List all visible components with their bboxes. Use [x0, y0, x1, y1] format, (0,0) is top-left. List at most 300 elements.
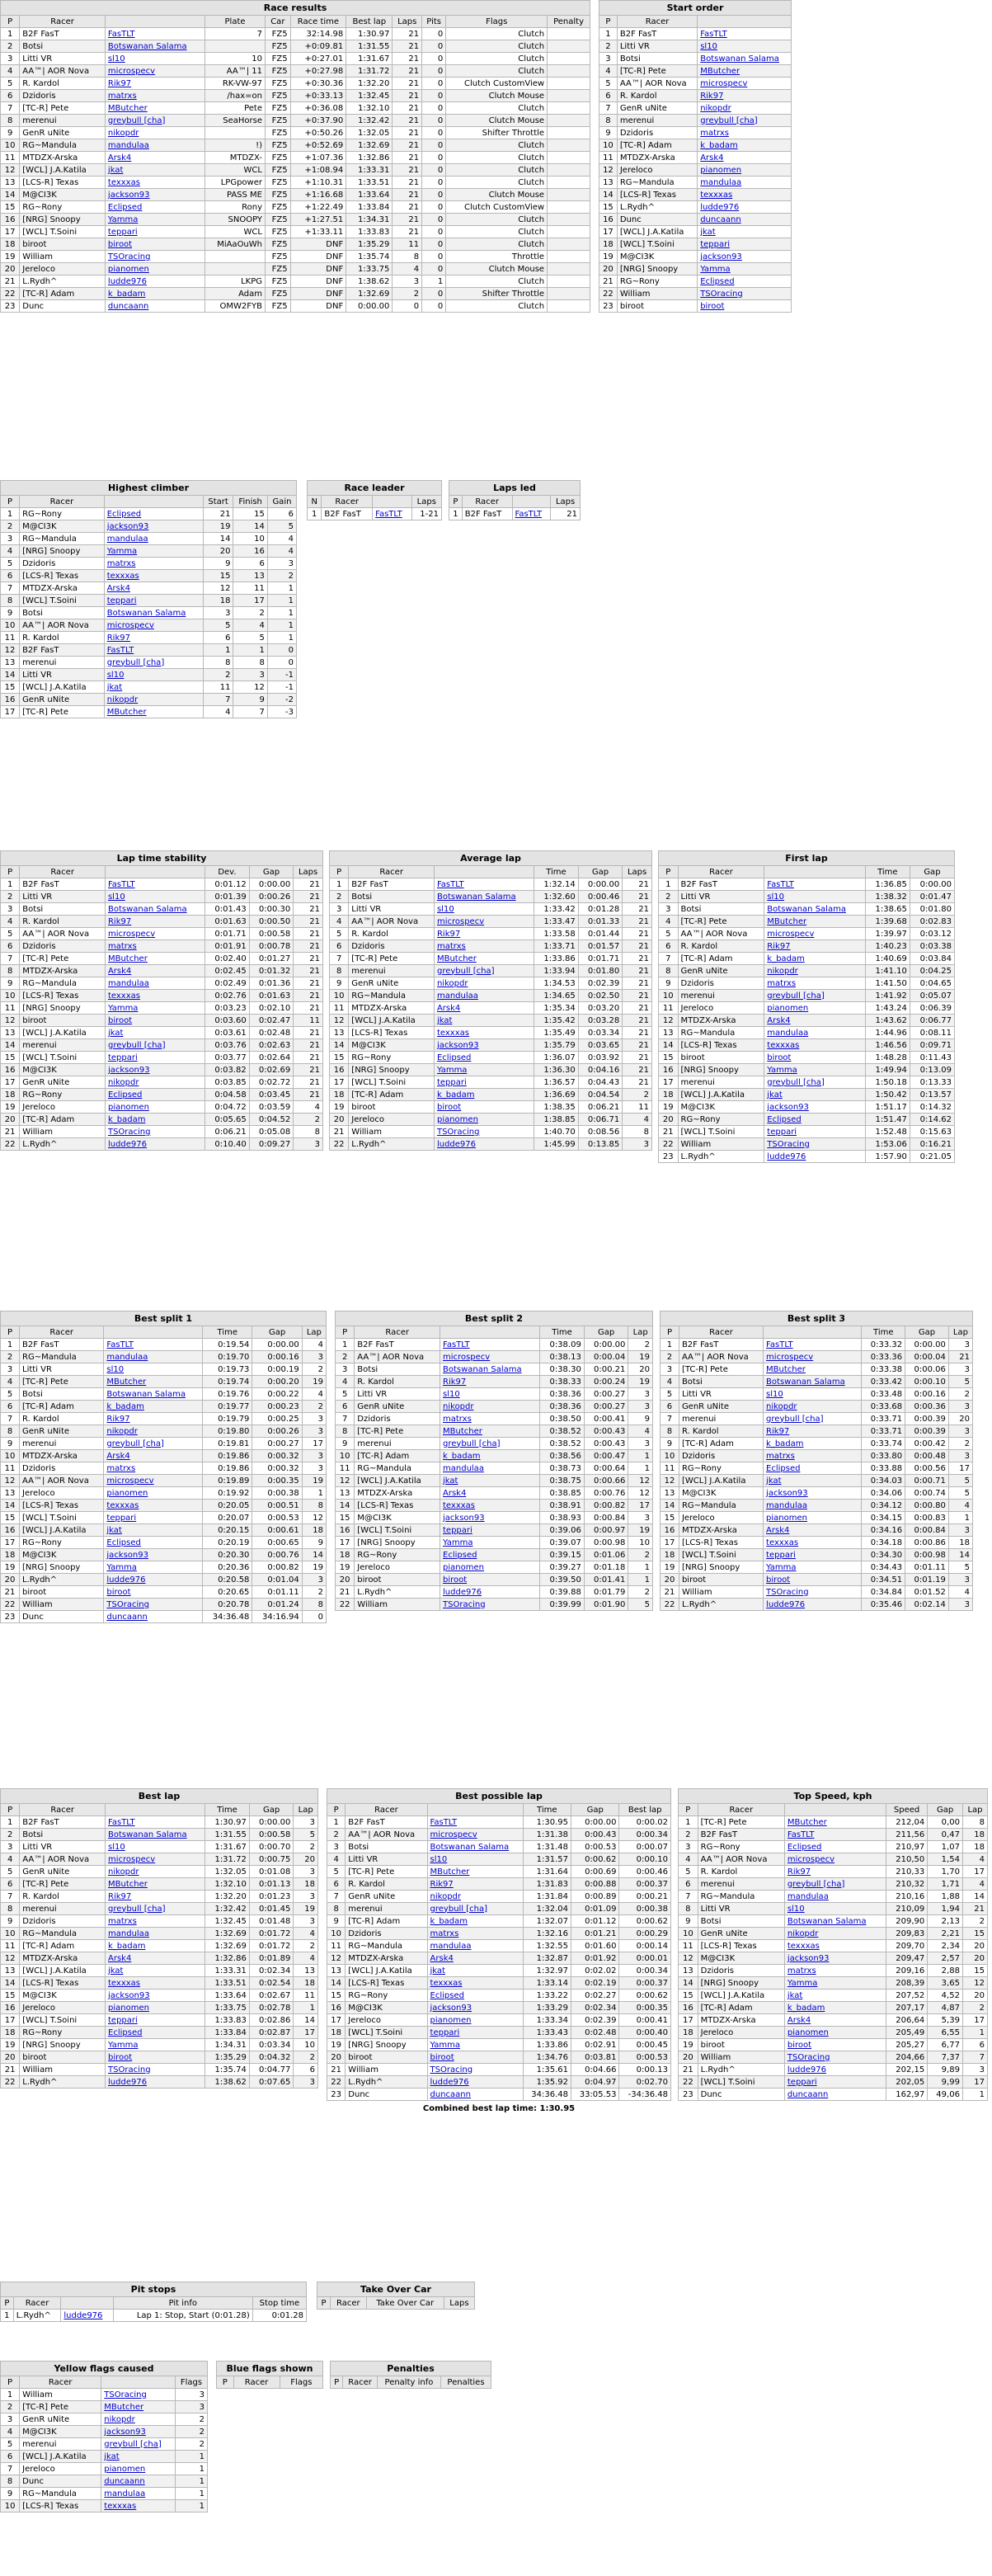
racer-link[interactable]: teppari — [698, 238, 792, 251]
racer-link[interactable]: MButcher — [434, 953, 534, 965]
racer-link[interactable]: sl10 — [105, 891, 205, 903]
racer-link[interactable]: sl10 — [764, 1388, 862, 1401]
racer-link[interactable]: jkat — [764, 1475, 862, 1487]
racer-link[interactable]: sl10 — [105, 53, 205, 65]
racer-link[interactable]: k_badam — [698, 139, 792, 152]
racer-link[interactable]: Botswanan Salama — [106, 1829, 205, 1841]
racer-link[interactable]: jkat — [440, 1475, 540, 1487]
table-cell: 19 — [659, 1101, 679, 1114]
racer-link[interactable]: biroot — [427, 2051, 523, 2064]
racer-link[interactable]: MButcher — [784, 1816, 886, 1829]
racer-link[interactable]: sl10 — [698, 40, 792, 53]
racer-link[interactable]: Eclipsed — [104, 1537, 203, 1549]
racer-link[interactable]: greybull [cha] — [427, 1903, 523, 1915]
racer-link[interactable]: k_badam — [764, 953, 865, 965]
racer-link[interactable]: greybull [cha] — [105, 1039, 205, 1052]
racer-link[interactable]: TSOracing — [101, 2389, 176, 2401]
racer-link[interactable]: pianomen — [764, 1512, 862, 1524]
racer-link[interactable]: nikopdr — [101, 2414, 176, 2426]
racer-link[interactable]: TSOracing — [434, 1126, 534, 1138]
table-cell: 13 — [330, 1027, 349, 1039]
racer-link[interactable]: biroot — [105, 1015, 205, 1027]
table-cell: 0 — [422, 189, 446, 201]
racer-link[interactable]: texxxas — [105, 990, 205, 1002]
racer-link[interactable]: TSOracing — [784, 2051, 886, 2064]
racer-link[interactable]: nikopdr — [764, 1401, 862, 1413]
racer-link[interactable]: nikopdr — [434, 977, 534, 990]
racer-link[interactable]: TSOracing — [105, 1126, 205, 1138]
racer-link[interactable]: microspecv — [784, 1853, 886, 1866]
racer-link[interactable]: nikopdr — [105, 1076, 205, 1089]
racer-link[interactable]: jackson93 — [105, 189, 205, 201]
table-cell: 0 — [422, 251, 446, 263]
yellow-flags-title: Yellow flags caused — [0, 2361, 208, 2376]
racer-link[interactable]: TSOracing — [764, 1586, 862, 1599]
racer-link[interactable]: Arsk4 — [764, 1524, 862, 1537]
racer-link[interactable]: matrxs — [427, 1928, 523, 1940]
racer-link[interactable]: pianomen — [104, 1487, 203, 1500]
racer-link[interactable]: Rik97 — [698, 90, 792, 102]
racer-link[interactable]: Yamma — [104, 545, 203, 558]
racer-link[interactable]: greybull [cha] — [101, 2438, 176, 2451]
racer-link[interactable]: greybull [cha] — [440, 1438, 540, 1450]
racer-link[interactable]: nikopdr — [427, 1891, 523, 1903]
racer-link[interactable]: ludde976 — [105, 1138, 205, 1151]
racer-link[interactable]: nikopdr — [440, 1401, 540, 1413]
racer-link[interactable]: Rik97 — [106, 1891, 205, 1903]
racer-link[interactable]: microspecv — [440, 1351, 540, 1363]
racer-link[interactable]: Rik97 — [104, 1413, 203, 1425]
racer-link[interactable]: Arsk4 — [104, 1450, 203, 1462]
racer-link[interactable]: ludde976 — [440, 1586, 540, 1599]
racer-link[interactable]: sl10 — [764, 891, 865, 903]
racer-link[interactable]: Arsk4 — [427, 1952, 523, 1965]
racer-link[interactable]: Yamma — [105, 1002, 205, 1015]
table-cell: 1:31.84 — [523, 1891, 571, 1903]
racer-link[interactable]: microspecv — [764, 928, 865, 940]
racer-link[interactable]: jackson93 — [698, 251, 792, 263]
racer-link[interactable]: mandulaa — [440, 1462, 540, 1475]
racer-link[interactable]: Yamma — [104, 1561, 203, 1574]
racer-link[interactable]: nikopdr — [784, 1928, 886, 1940]
racer-link[interactable]: MButcher — [427, 1866, 523, 1878]
racer-link[interactable]: teppari — [104, 1512, 203, 1524]
racer-link[interactable]: mandulaa — [104, 533, 203, 545]
racer-link[interactable]: MButcher — [764, 1363, 862, 1376]
racer-link[interactable]: Yamma — [764, 1561, 862, 1574]
racer-link[interactable]: Arsk4 — [105, 152, 205, 164]
racer-link[interactable]: jkat — [106, 1965, 205, 1977]
racer-link[interactable]: Yamma — [427, 2039, 523, 2051]
racer-link[interactable]: TSOracing — [104, 1599, 203, 1611]
racer-link[interactable]: matrxs — [698, 127, 792, 139]
racer-link[interactable]: Rik97 — [764, 940, 865, 953]
racer-link[interactable]: nikopdr — [105, 127, 205, 139]
racer-link[interactable]: biroot — [764, 1052, 865, 1064]
racer-link[interactable]: Botswanan Salama — [104, 607, 203, 619]
racer-link[interactable]: ludde976 — [61, 2310, 113, 2322]
racer-link[interactable]: texxxas — [764, 1039, 865, 1052]
racer-link[interactable]: Rik97 — [105, 78, 205, 90]
racer-link[interactable]: sl10 — [440, 1388, 540, 1401]
racer-link[interactable]: teppari — [106, 2014, 205, 2027]
racer-link[interactable]: MButcher — [101, 2401, 176, 2414]
racer-link[interactable]: nikopdr — [106, 1866, 205, 1878]
racer-link[interactable]: Rik97 — [105, 916, 205, 928]
racer-link[interactable]: jkat — [764, 1089, 865, 1101]
racer-link[interactable]: Yamma — [764, 1064, 865, 1076]
racer-link[interactable]: biroot — [764, 1574, 862, 1586]
table-cell: Dzidoris — [20, 1915, 106, 1928]
racer-link[interactable]: FasTLT — [434, 878, 534, 891]
racer-link[interactable]: duncaann — [427, 2089, 523, 2101]
racer-link[interactable]: mandulaa — [104, 1351, 203, 1363]
racer-link[interactable]: k_badam — [105, 288, 205, 300]
racer-link[interactable]: biroot — [104, 1586, 203, 1599]
racer-link[interactable]: MButcher — [698, 65, 792, 78]
racer-link[interactable]: FasTLT — [106, 1816, 205, 1829]
racer-link[interactable]: Yamma — [698, 263, 792, 275]
racer-link[interactable]: jkat — [101, 2451, 176, 2463]
racer-link[interactable]: MButcher — [105, 102, 205, 115]
racer-link[interactable]: mandulaa — [764, 1027, 865, 1039]
racer-link[interactable]: k_badam — [764, 1438, 862, 1450]
racer-link[interactable]: nikopdr — [698, 102, 792, 115]
racer-link[interactable]: microspecv — [764, 1351, 862, 1363]
racer-link[interactable]: ludde976 — [105, 275, 205, 288]
racer-link[interactable]: pianomen — [105, 263, 205, 275]
racer-link[interactable]: Eclipsed — [105, 201, 205, 214]
table-row — [330, 1064, 652, 1076]
racer-link[interactable]: microspecv — [427, 1829, 523, 1841]
racer-link[interactable]: Eclipsed — [434, 1052, 534, 1064]
racer-link[interactable]: microspecv — [105, 65, 205, 78]
racer-link[interactable]: duncaann — [104, 1611, 203, 1623]
racer-link[interactable]: Eclipsed — [784, 1841, 886, 1853]
racer-link[interactable]: Arsk4 — [106, 1952, 205, 1965]
racer-link[interactable]: Botswanan Salama — [764, 903, 865, 916]
racer-link[interactable]: Eclipsed — [427, 1990, 523, 2002]
racer-link[interactable]: jackson93 — [784, 1952, 886, 1965]
racer-link[interactable]: ludde976 — [434, 1138, 534, 1151]
racer-link[interactable]: jackson93 — [101, 2426, 176, 2438]
racer-link[interactable]: MButcher — [104, 706, 203, 718]
racer-link[interactable]: texxxas — [764, 1537, 862, 1549]
racer-link[interactable]: Rik97 — [434, 928, 534, 940]
racer-link[interactable]: jkat — [698, 226, 792, 238]
racer-link[interactable]: k_badam — [106, 1940, 205, 1952]
racer-link[interactable]: MButcher — [105, 953, 205, 965]
racer-link[interactable]: teppari — [784, 2076, 886, 2089]
racer-link[interactable]: Botswanan Salama — [104, 1388, 203, 1401]
racer-link[interactable]: jkat — [104, 1524, 203, 1537]
racer-link[interactable]: teppari — [105, 1052, 205, 1064]
racer-link[interactable]: mandulaa — [434, 990, 534, 1002]
racer-link[interactable]: TSOracing — [106, 2064, 205, 2076]
racer-link[interactable]: matrxs — [784, 1965, 886, 1977]
racer-link[interactable]: ludde976 — [784, 2064, 886, 2076]
racer-link[interactable]: FasTLT — [440, 1339, 540, 1351]
table-cell: Jereloco — [678, 1002, 764, 1015]
racer-link[interactable]: mandulaa — [784, 1891, 886, 1903]
racer-link[interactable]: FasTLT — [105, 878, 205, 891]
racer-link[interactable]: duncaann — [784, 2089, 886, 2101]
racer-link[interactable]: ludde976 — [698, 201, 792, 214]
racer-link[interactable]: FasTLT — [764, 878, 865, 891]
racer-link[interactable]: Rik97 — [440, 1376, 540, 1388]
racer-link[interactable]: ludde976 — [764, 1151, 865, 1163]
racer-link[interactable]: Botswanan Salama — [427, 1841, 523, 1853]
racer-link[interactable]: pianomen — [106, 2002, 205, 2014]
racer-link[interactable]: sl10 — [106, 1841, 205, 1853]
racer-link[interactable]: microspecv — [104, 1475, 203, 1487]
racer-link[interactable]: Arsk4 — [440, 1487, 540, 1500]
column-header — [105, 16, 205, 28]
racer-link[interactable]: matrxs — [764, 977, 865, 990]
racer-link[interactable]: Eclipsed — [764, 1462, 862, 1475]
racer-link[interactable]: duncaann — [101, 2475, 176, 2488]
racer-link[interactable]: matrxs — [104, 558, 203, 570]
racer-link[interactable]: sl10 — [784, 1903, 886, 1915]
racer-link[interactable]: texxxas — [101, 2500, 176, 2512]
racer-link[interactable]: texxxas — [104, 1500, 203, 1512]
racer-link[interactable]: greybull [cha] — [764, 1413, 862, 1425]
racer-link[interactable]: jackson93 — [764, 1101, 865, 1114]
racer-link[interactable]: texxxas — [427, 1977, 523, 1990]
racer-link[interactable]: k_badam — [440, 1450, 540, 1462]
racer-link[interactable]: jkat — [104, 681, 203, 694]
racer-link[interactable]: FasTLT — [764, 1339, 862, 1351]
racer-link[interactable]: texxxas — [698, 189, 792, 201]
racer-link[interactable]: Botswanan Salama — [698, 53, 792, 65]
racer-link[interactable]: Eclipsed — [105, 1089, 205, 1101]
racer-link[interactable]: FasTLT — [105, 28, 205, 40]
table-cell: 0:14.62 — [910, 1114, 954, 1126]
racer-link[interactable]: greybull [cha] — [698, 115, 792, 127]
racer-link[interactable]: duncaann — [105, 300, 205, 313]
racer-link[interactable]: ludde976 — [104, 1574, 203, 1586]
racer-link[interactable]: Eclipsed — [764, 1114, 865, 1126]
racer-link[interactable]: TSOracing — [698, 288, 792, 300]
racer-link[interactable]: Botswanan Salama — [764, 1376, 862, 1388]
racer-link[interactable]: Eclipsed — [440, 1549, 540, 1561]
racer-link[interactable]: texxxas — [440, 1500, 540, 1512]
racer-link[interactable]: jackson93 — [440, 1512, 540, 1524]
table-cell: 1:31.72 — [205, 1853, 250, 1866]
racer-link[interactable]: jkat — [784, 1990, 886, 2002]
racer-link[interactable]: microspecv — [698, 78, 792, 90]
racer-link[interactable]: jackson93 — [764, 1487, 862, 1500]
racer-link[interactable]: Arsk4 — [104, 582, 203, 595]
racer-link[interactable]: Eclipsed — [698, 275, 792, 288]
racer-link[interactable]: Eclipsed — [106, 2027, 205, 2039]
racer-link[interactable]: ludde976 — [106, 2076, 205, 2089]
racer-link[interactable]: biroot — [698, 300, 792, 313]
racer-link[interactable]: greybull [cha] — [434, 965, 534, 977]
racer-link[interactable]: FasTLT — [784, 1829, 886, 1841]
table-cell: 0:03.77 — [205, 1052, 250, 1064]
racer-link[interactable]: Botswanan Salama — [105, 903, 205, 916]
racer-link[interactable]: jkat — [105, 1027, 205, 1039]
racer-link[interactable]: FasTLT — [427, 1816, 523, 1829]
racer-link[interactable]: matrxs — [105, 940, 205, 953]
racer-link[interactable]: sl10 — [434, 903, 534, 916]
racer-link[interactable]: MButcher — [764, 916, 865, 928]
racer-link[interactable]: Arsk4 — [698, 152, 792, 164]
racer-link[interactable]: FasTLT — [512, 508, 551, 520]
racer-link[interactable]: mandulaa — [106, 1928, 205, 1940]
racer-link[interactable]: sl10 — [427, 1853, 523, 1866]
racer-link[interactable]: jackson93 — [106, 1990, 205, 2002]
racer-link[interactable]: matrxs — [106, 1915, 205, 1928]
racer-link[interactable]: Rik97 — [784, 1866, 886, 1878]
racer-link[interactable]: k_badam — [427, 1915, 523, 1928]
racer-link[interactable]: Botswanan Salama — [434, 891, 534, 903]
racer-link[interactable]: microspecv — [105, 928, 205, 940]
racer-link[interactable]: greybull [cha] — [764, 990, 865, 1002]
racer-link[interactable]: biroot — [106, 2051, 205, 2064]
racer-link[interactable]: sl10 — [104, 1363, 203, 1376]
racer-link[interactable]: Arsk4 — [784, 2014, 886, 2027]
racer-link[interactable]: matrxs — [434, 940, 534, 953]
racer-link[interactable]: pianomen — [440, 1561, 540, 1574]
racer-link[interactable]: nikopdr — [104, 1425, 203, 1438]
racer-link[interactable]: k_badam — [104, 1401, 203, 1413]
racer-link[interactable]: nikopdr — [764, 965, 865, 977]
racer-link[interactable]: teppari — [764, 1126, 865, 1138]
racer-link[interactable]: k_badam — [784, 2002, 886, 2014]
racer-link[interactable]: greybull [cha] — [764, 1076, 865, 1089]
racer-link[interactable]: mandulaa — [101, 2488, 176, 2500]
racer-link[interactable]: k_badam — [434, 1089, 534, 1101]
racer-link[interactable]: mandulaa — [105, 139, 205, 152]
racer-link[interactable]: biroot — [784, 2039, 886, 2051]
racer-link[interactable]: texxxas — [106, 1977, 205, 1990]
racer-link[interactable]: jackson93 — [427, 2002, 523, 2014]
racer-link[interactable]: Eclipsed — [104, 508, 203, 520]
racer-link[interactable]: mandulaa — [105, 977, 205, 990]
racer-link[interactable]: teppari — [434, 1076, 534, 1089]
racer-link[interactable]: MButcher — [104, 1376, 203, 1388]
racer-link[interactable]: greybull [cha] — [104, 1438, 203, 1450]
racer-link[interactable]: Yamma — [105, 214, 205, 226]
racer-link[interactable]: sl10 — [104, 669, 203, 681]
table-cell: GenR uNite — [698, 1928, 784, 1940]
racer-link[interactable]: pianomen — [427, 2014, 523, 2027]
racer-link[interactable]: texxxas — [105, 177, 205, 189]
racer-link[interactable]: microspecv — [434, 916, 534, 928]
racer-link[interactable]: greybull [cha] — [105, 115, 205, 127]
racer-link[interactable]: FasTLT — [104, 1339, 203, 1351]
racer-link[interactable]: pianomen — [764, 1002, 865, 1015]
racer-link[interactable]: texxxas — [434, 1027, 534, 1039]
racer-link[interactable]: Rik97 — [427, 1878, 523, 1891]
racer-link[interactable]: Yamma — [106, 2039, 205, 2051]
racer-link[interactable]: greybull [cha] — [784, 1878, 886, 1891]
racer-link[interactable]: TSOracing — [764, 1138, 865, 1151]
racer-link[interactable]: texxxas — [104, 570, 203, 582]
table-cell: 5 — [233, 632, 267, 644]
racer-link[interactable]: FasTLT — [373, 508, 412, 520]
racer-link[interactable]: biroot — [105, 238, 205, 251]
racer-link[interactable]: Rik97 — [764, 1425, 862, 1438]
racer-link[interactable]: Botswanan Salama — [440, 1363, 540, 1376]
racer-link[interactable]: pianomen — [105, 1101, 205, 1114]
racer-link[interactable]: teppari — [427, 2027, 523, 2039]
racer-link[interactable]: microspecv — [106, 1853, 205, 1866]
racer-link[interactable]: jkat — [105, 164, 205, 177]
racer-link[interactable]: ludde976 — [764, 1599, 862, 1611]
table-row — [1, 164, 590, 177]
racer-link[interactable]: microspecv — [104, 619, 203, 632]
combined-best-lap-value: 1:30.95 — [539, 2104, 576, 2113]
table-row — [661, 1537, 973, 1549]
racer-link[interactable]: nikopdr — [104, 694, 203, 706]
racer-link[interactable]: Botswanan Salama — [784, 1915, 886, 1928]
racer-link[interactable]: TSOracing — [105, 251, 205, 263]
racer-link[interactable]: jackson93 — [104, 520, 203, 533]
racer-link[interactable]: matrxs — [104, 1462, 203, 1475]
racer-link[interactable]: matrxs — [105, 90, 205, 102]
racer-link[interactable]: MButcher — [106, 1878, 205, 1891]
racer-link[interactable]: jkat — [427, 1965, 523, 1977]
racer-link[interactable]: texxxas — [784, 1940, 886, 1952]
racer-link[interactable]: jackson93 — [105, 1064, 205, 1076]
racer-link[interactable]: FasTLT — [698, 28, 792, 40]
racer-link[interactable]: teppari — [104, 595, 203, 607]
racer-link[interactable]: pianomen — [101, 2463, 176, 2475]
racer-link[interactable]: teppari — [764, 1549, 862, 1561]
racer-link[interactable]: jackson93 — [104, 1549, 203, 1561]
racer-link[interactable]: pianomen — [698, 164, 792, 177]
racer-link[interactable]: Yamma — [434, 1064, 534, 1076]
racer-link[interactable]: matrxs — [440, 1413, 540, 1425]
racer-link[interactable]: Rik97 — [104, 632, 203, 644]
racer-link[interactable]: FasTLT — [104, 644, 203, 657]
racer-link[interactable]: duncaann — [698, 214, 792, 226]
racer-link[interactable]: k_badam — [105, 1114, 205, 1126]
table-cell: 0:38.13 — [540, 1351, 585, 1363]
racer-link[interactable]: jackson93 — [434, 1039, 534, 1052]
racer-link[interactable]: teppari — [440, 1524, 540, 1537]
racer-link[interactable]: mandulaa — [764, 1500, 862, 1512]
racer-link[interactable]: mandulaa — [427, 1940, 523, 1952]
racer-link[interactable]: MButcher — [440, 1425, 540, 1438]
racer-link[interactable]: greybull [cha] — [104, 657, 203, 669]
racer-link[interactable]: teppari — [105, 226, 205, 238]
racer-link[interactable]: biroot — [440, 1574, 540, 1586]
racer-link[interactable]: biroot — [434, 1101, 534, 1114]
table-cell: 3 — [294, 1915, 318, 1928]
racer-link[interactable]: Yamma — [440, 1537, 540, 1549]
racer-link[interactable]: TSOracing — [440, 1599, 540, 1611]
racer-link[interactable]: pianomen — [434, 1114, 534, 1126]
racer-link[interactable]: ludde976 — [427, 2076, 523, 2089]
racer-link[interactable]: Arsk4 — [105, 965, 205, 977]
racer-link[interactable]: Botswanan Salama — [105, 40, 205, 53]
racer-link[interactable]: jkat — [434, 1015, 534, 1027]
table-cell: 1:33.75 — [346, 263, 393, 275]
racer-link[interactable]: pianomen — [784, 2027, 886, 2039]
racer-link[interactable]: TSOracing — [427, 2064, 523, 2076]
racer-link[interactable]: Arsk4 — [434, 1002, 534, 1015]
racer-link[interactable]: Yamma — [784, 1977, 886, 1990]
table-cell: 2 — [302, 1586, 326, 1599]
racer-link[interactable]: greybull [cha] — [106, 1903, 205, 1915]
racer-link[interactable]: matrxs — [764, 1450, 862, 1462]
racer-link[interactable]: mandulaa — [698, 177, 792, 189]
racer-link[interactable]: Arsk4 — [764, 1015, 865, 1027]
